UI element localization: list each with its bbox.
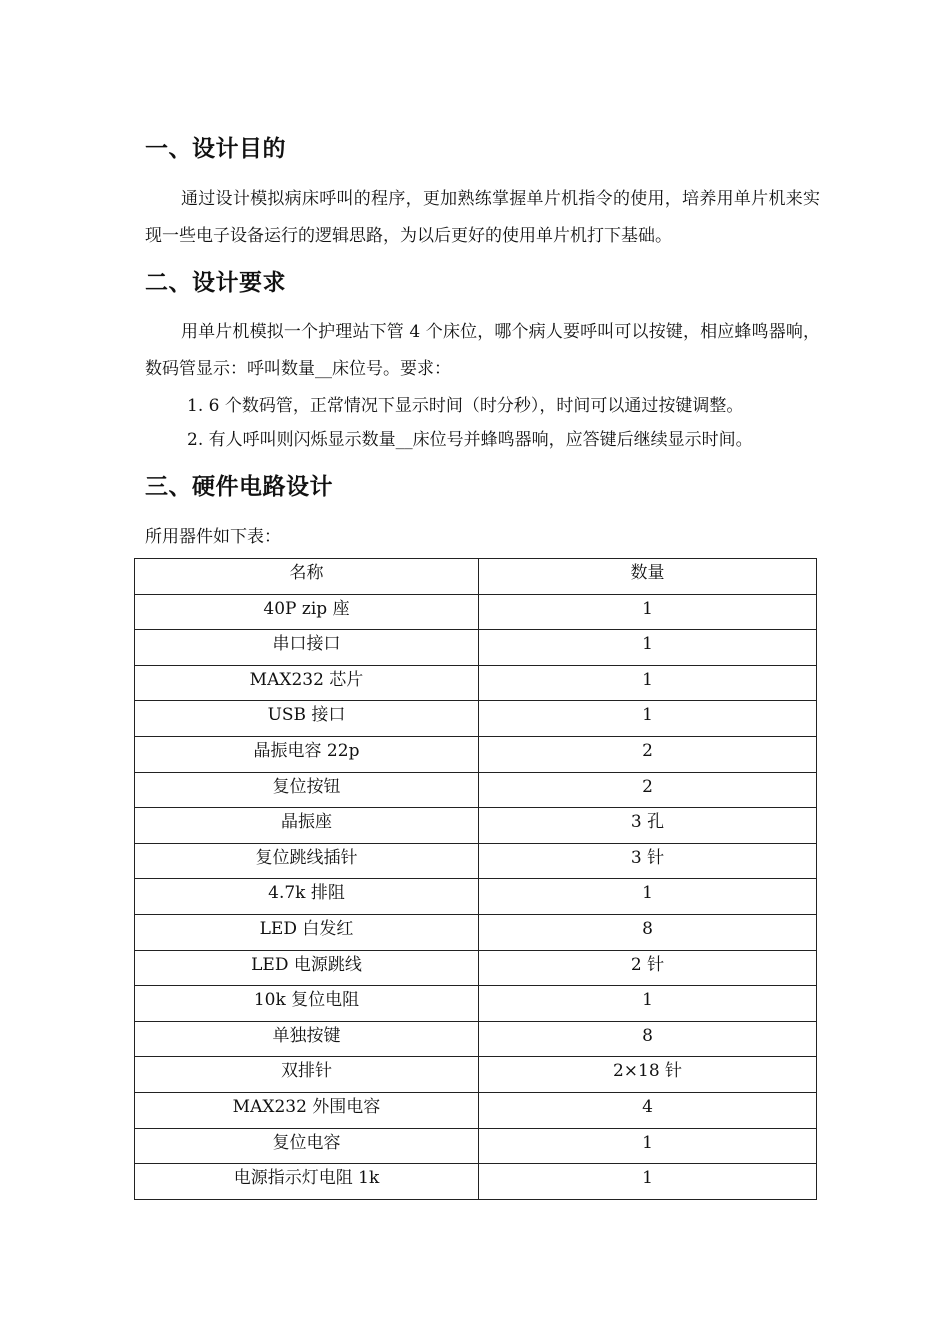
part-name-cell: 4.7k 排阻 bbox=[135, 879, 479, 915]
table-row bbox=[135, 1164, 817, 1200]
parts-table bbox=[134, 558, 817, 1200]
quantity-cell: 2×18 针 bbox=[479, 1057, 817, 1093]
part-name-cell: 电源指示灯电阻 1k bbox=[135, 1164, 479, 1200]
quantity-cell: 2 bbox=[479, 772, 817, 808]
table-header-row bbox=[135, 559, 817, 595]
table-row bbox=[135, 630, 817, 666]
quantity-cell: 1 bbox=[479, 630, 817, 666]
quantity-cell: 1 bbox=[479, 594, 817, 630]
parts-table-intro: 所用器件如下表： bbox=[145, 527, 281, 547]
quantity-cell: 1 bbox=[479, 986, 817, 1022]
part-name-cell: 单独按键 bbox=[135, 1021, 479, 1057]
table-row bbox=[135, 1021, 817, 1057]
part-name-cell: 晶振电容 22p bbox=[135, 736, 479, 772]
part-name-cell: LED 电源跳线 bbox=[135, 950, 479, 986]
table-row bbox=[135, 986, 817, 1022]
quantity-cell: 1 bbox=[479, 1164, 817, 1200]
table-row bbox=[135, 701, 817, 737]
quantity-cell: 2 针 bbox=[479, 950, 817, 986]
part-name-cell: MAX232 芯片 bbox=[135, 665, 479, 701]
design-purpose-paragraph: 通过设计模拟病床呼叫的程序，更加熟练掌握单片机指令的使用，培养用单片机来实现一些电子设备运行的逻辑思路，为以后更好的使用单片机打下基础。 bbox=[145, 189, 820, 246]
parts-table-body bbox=[135, 594, 817, 1199]
quantity-cell: 1 bbox=[479, 665, 817, 701]
quantity-cell: 1 bbox=[479, 701, 817, 737]
section-heading-hardware-design: 三、硬件电路设计 bbox=[145, 474, 333, 500]
part-name-cell: 复位按钮 bbox=[135, 772, 479, 808]
table-row bbox=[135, 665, 817, 701]
table-row bbox=[135, 736, 817, 772]
part-name-cell: 串口接口 bbox=[135, 630, 479, 666]
table-row bbox=[135, 594, 817, 630]
requirement-item-2: 2. 有人呼叫则闪烁显示数量__床位号并蜂鸣器响，应答键后继续显示时间。 bbox=[187, 430, 753, 450]
part-name-cell: 10k 复位电阻 bbox=[135, 986, 479, 1022]
table-row bbox=[135, 1092, 817, 1128]
table-row bbox=[135, 950, 817, 986]
requirement-item-1: 1. 6 个数码管，正常情况下显示时间（时分秒），时间可以通过按键调整。 bbox=[187, 396, 744, 416]
quantity-cell: 3 孔 bbox=[479, 808, 817, 844]
quantity-cell: 3 针 bbox=[479, 843, 817, 879]
table-row bbox=[135, 808, 817, 844]
part-name-cell: MAX232 外围电容 bbox=[135, 1092, 479, 1128]
column-header-quantity: 数量 bbox=[479, 559, 817, 595]
quantity-cell: 1 bbox=[479, 1128, 817, 1164]
section-heading-design-purpose: 一、设计目的 bbox=[145, 136, 286, 162]
table-row bbox=[135, 879, 817, 915]
part-name-cell: USB 接口 bbox=[135, 701, 479, 737]
quantity-cell: 1 bbox=[479, 879, 817, 915]
table-row bbox=[135, 914, 817, 950]
part-name-cell: LED 白发红 bbox=[135, 914, 479, 950]
column-header-name: 名称 bbox=[135, 559, 479, 595]
part-name-cell: 40P zip 座 bbox=[135, 594, 479, 630]
part-name-cell: 复位跳线插针 bbox=[135, 843, 479, 879]
part-name-cell: 双排针 bbox=[135, 1057, 479, 1093]
part-name-cell: 复位电容 bbox=[135, 1128, 479, 1164]
quantity-cell: 4 bbox=[479, 1092, 817, 1128]
design-requirements-paragraph: 用单片机模拟一个护理站下管 4 个床位，哪个病人要呼叫可以按键，相应蜂鸣器响，数码管显示：呼叫数量__床位号。要求： bbox=[145, 322, 820, 379]
table-row bbox=[135, 772, 817, 808]
table-row bbox=[135, 1128, 817, 1164]
section-heading-design-requirements: 二、设计要求 bbox=[145, 270, 286, 296]
table-row bbox=[135, 1057, 817, 1093]
quantity-cell: 2 bbox=[479, 736, 817, 772]
quantity-cell: 8 bbox=[479, 914, 817, 950]
table-row bbox=[135, 843, 817, 879]
part-name-cell: 晶振座 bbox=[135, 808, 479, 844]
quantity-cell: 8 bbox=[479, 1021, 817, 1057]
